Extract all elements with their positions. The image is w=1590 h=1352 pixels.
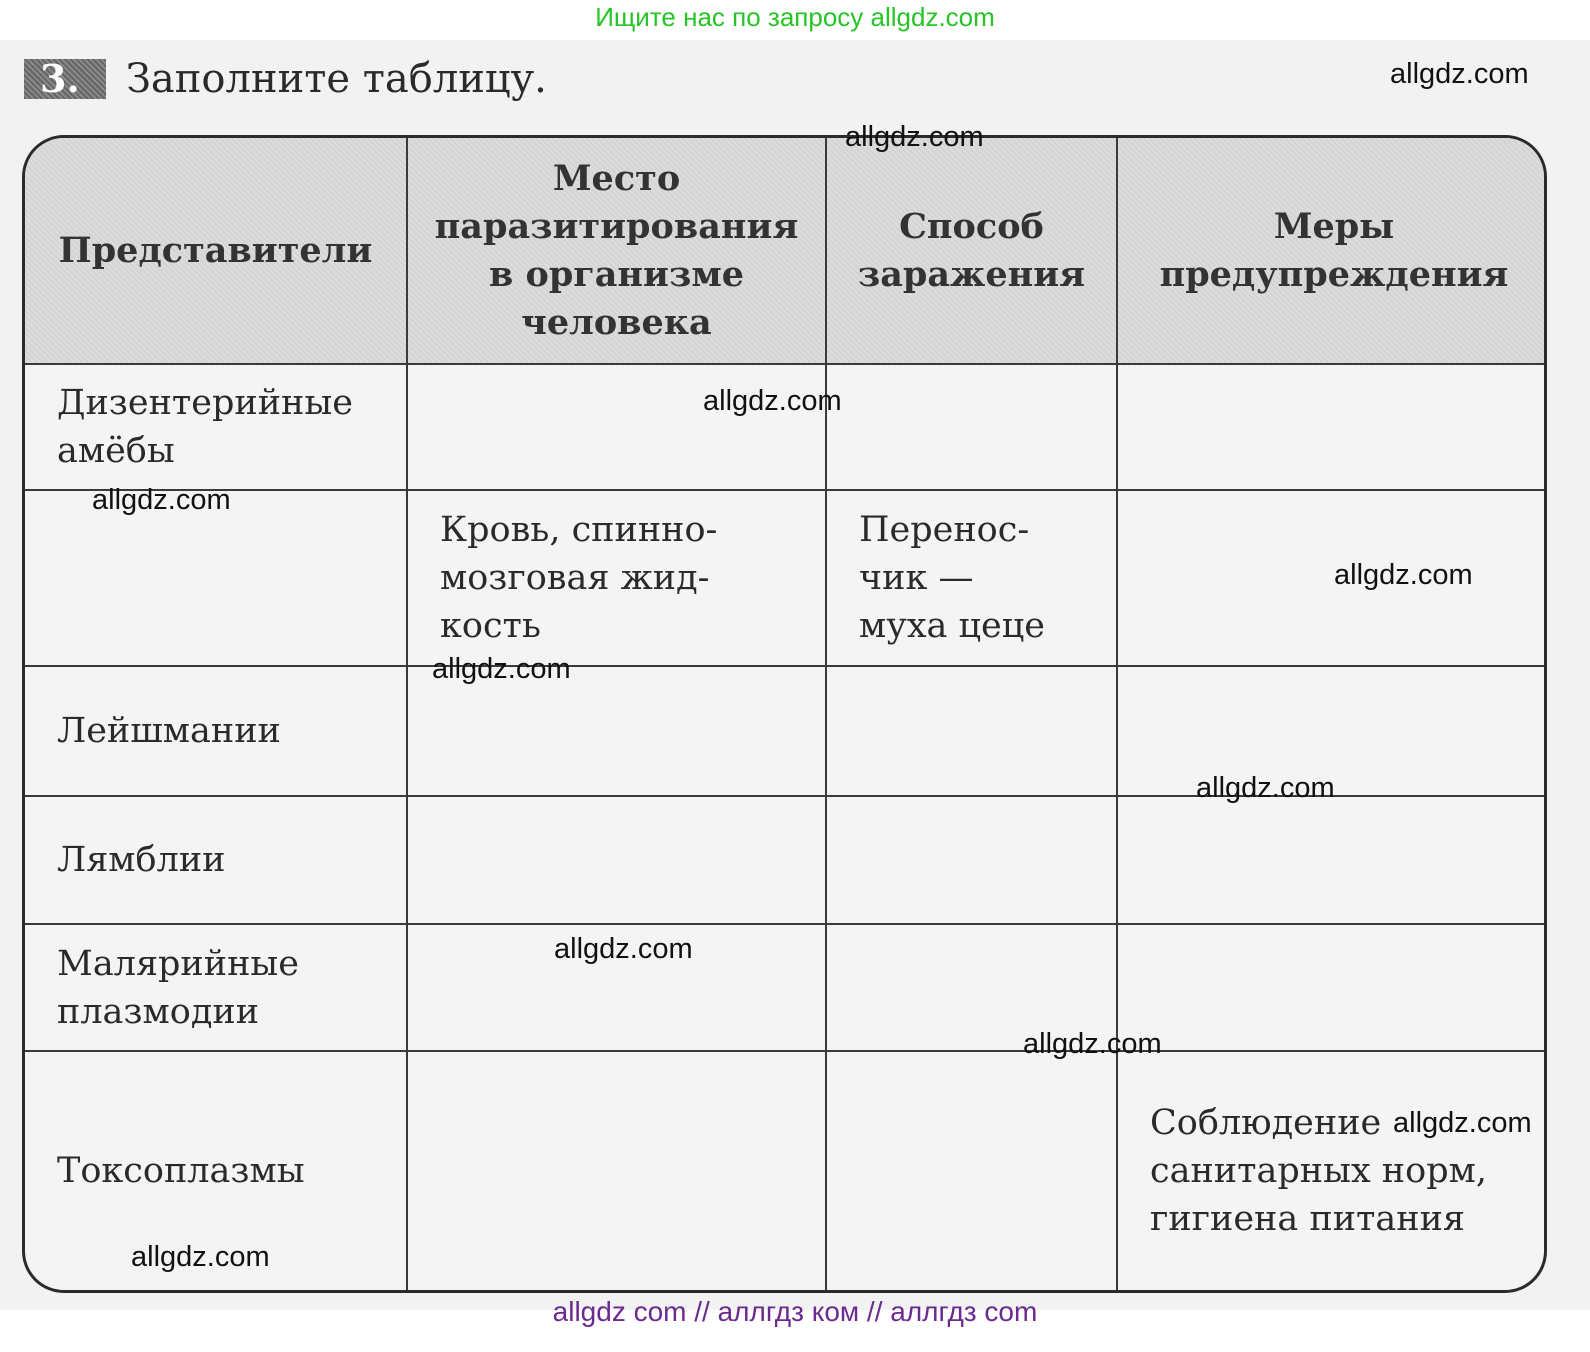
cell-infection-method xyxy=(826,1051,1117,1290)
table-row xyxy=(25,490,1547,666)
parasites-table xyxy=(25,138,1547,1290)
cell-prevention xyxy=(1117,924,1547,1051)
task-number: 3. xyxy=(24,59,106,99)
table-frame xyxy=(22,135,1547,1293)
cell-representative: Малярийные плазмодии xyxy=(25,924,407,1051)
watermark: allgdz.com xyxy=(92,484,231,516)
table-row xyxy=(25,364,1547,490)
cell-infection-method xyxy=(826,666,1117,796)
watermark: allgdz.com xyxy=(1334,559,1473,591)
header-representatives: Представители xyxy=(25,138,407,364)
bottom-banner: allgdz com // аллгдз ком // аллгдз com xyxy=(552,1296,1038,1327)
cell-parasitism-site xyxy=(407,1051,826,1290)
cell-infection-method xyxy=(826,364,1117,490)
watermark: allgdz.com xyxy=(1390,58,1529,90)
header-parasitism-site: Место паразитирования в организме человека xyxy=(407,138,826,364)
top-banner: Ищите нас по запросу allgdz.com xyxy=(595,2,995,32)
header-prevention: Меры предупреждения xyxy=(1117,138,1547,364)
cell-infection-method: Перенос- чик — муха цеце xyxy=(826,490,1117,666)
cell-parasitism-site: Кровь, спинно- мозговая жид- кость xyxy=(407,490,826,666)
watermark: allgdz.com xyxy=(1196,772,1335,804)
watermark: allgdz.com xyxy=(1393,1107,1532,1139)
cell-representative: Лямблии xyxy=(25,796,407,924)
table-row xyxy=(25,796,1547,924)
watermark: allgdz.com xyxy=(554,933,693,965)
header-infection-method: Способ заражения xyxy=(826,138,1117,364)
watermark: allgdz.com xyxy=(432,653,571,685)
table-header-row xyxy=(25,138,1547,364)
cell-parasitism-site xyxy=(407,796,826,924)
watermark: allgdz.com xyxy=(1023,1028,1162,1060)
cell-representative: Токсоплазмы xyxy=(25,1051,407,1290)
watermark: allgdz.com xyxy=(131,1241,270,1273)
cell-prevention xyxy=(1117,364,1547,490)
cell-representative: Дизентерийные амёбы xyxy=(25,364,407,490)
table-row xyxy=(25,924,1547,1051)
watermark: allgdz.com xyxy=(845,121,984,153)
cell-prevention: Соблюдение санитарных норм, гигиена питания xyxy=(1117,1051,1547,1290)
cell-infection-method xyxy=(826,796,1117,924)
cell-prevention xyxy=(1117,490,1547,666)
task-header xyxy=(24,56,547,102)
cell-prevention xyxy=(1117,796,1547,924)
cell-parasitism-site xyxy=(407,364,826,490)
watermark: allgdz.com xyxy=(703,385,842,417)
cell-representative: Лейшмании xyxy=(25,666,407,796)
task-title: Заполните таблицу. xyxy=(126,56,547,102)
